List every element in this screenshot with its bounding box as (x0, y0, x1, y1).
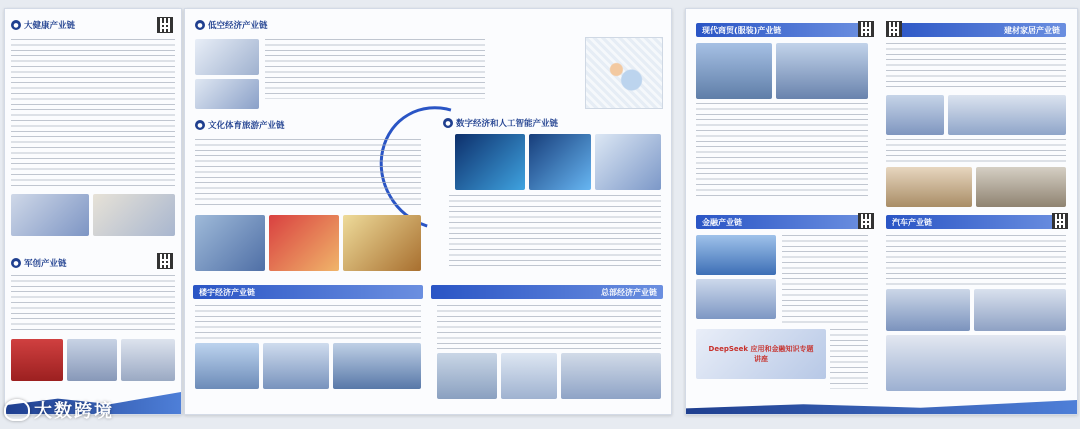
photo-hq-2 (501, 353, 557, 399)
photo-commerce-2 (776, 43, 868, 99)
bullet-icon: ● (443, 118, 453, 128)
photo-building-1 (195, 343, 259, 389)
photo-culture-1 (195, 215, 265, 271)
banner-text: DeepSeek 应用和金融知识专题讲座 (708, 345, 814, 363)
photo-auto-1 (886, 289, 970, 331)
section-title-auto: 汽车产业链 (886, 215, 1066, 229)
section-text-finance (782, 235, 868, 325)
photo-ai-2 (529, 134, 591, 190)
bullet-icon: ● (195, 120, 205, 130)
photo-ai-1 (455, 134, 525, 190)
photo-culture-3 (343, 215, 421, 271)
banner-deepseek (696, 329, 826, 379)
bullet-icon: ● (195, 20, 205, 30)
qr-code (157, 253, 173, 269)
section-title-finance: 金融产业链 (696, 215, 868, 229)
qr-code (1052, 213, 1068, 229)
footer-wave (686, 400, 1077, 414)
bullet-icon: ● (11, 20, 21, 30)
section-text-commerce (696, 103, 868, 199)
photo-home-1 (886, 95, 944, 135)
section-text-military (11, 275, 175, 333)
qr-code (858, 213, 874, 229)
logo-icon (4, 399, 30, 421)
section-text-health (11, 39, 175, 189)
section-text-home-2 (886, 139, 1066, 163)
bullet-icon: ● (11, 258, 21, 268)
section-title-commerce: 现代商贸(服装)产业链 (696, 23, 866, 37)
section-title-hq: 总部经济产业链 (431, 285, 663, 299)
photo-drone (195, 39, 259, 75)
panel-2 (184, 8, 672, 415)
watermark: 大数跨境 (4, 397, 114, 423)
section-text-finance-2 (830, 329, 868, 389)
photo-finance-1 (696, 235, 776, 275)
photo-home-4 (976, 167, 1066, 207)
section-title-digital: ● 数字经济和人工智能产业链 (443, 117, 558, 129)
photo-ai-3 (595, 134, 661, 190)
photo-finance-2 (696, 279, 776, 319)
section-text-auto (886, 235, 1066, 285)
section-title-home: 建材家居产业链 (886, 23, 1066, 37)
section-text-digital (449, 195, 661, 269)
photo-military-3 (121, 339, 175, 381)
section-text-low-altitude (265, 39, 485, 99)
section-text-home (886, 43, 1066, 91)
photo-military-1 (11, 339, 63, 381)
photo-hq-3 (561, 353, 661, 399)
photo-health-2 (93, 194, 175, 236)
section-text-culture (195, 139, 421, 209)
section-title-health: ● 大健康产业链 (11, 19, 75, 31)
photo-home-3 (886, 167, 972, 207)
map-image (585, 37, 663, 109)
qr-code (157, 17, 173, 33)
photo-health-1 (11, 194, 89, 236)
qr-code (858, 21, 874, 37)
photo-military-2 (67, 339, 117, 381)
photo-auto-2 (974, 289, 1066, 331)
photo-culture-2 (269, 215, 339, 271)
section-title-culture: ● 文化体育旅游产业链 (195, 119, 285, 131)
section-title-building: 楼宇经济产业链 (193, 285, 423, 299)
photo-building-3 (333, 343, 421, 389)
photo-auto-3 (886, 335, 1066, 391)
panel-1 (4, 8, 182, 415)
photo-commerce-1 (696, 43, 772, 99)
panel-3 (685, 8, 1078, 415)
photo-aircraft (195, 79, 259, 109)
photo-hq-1 (437, 353, 497, 399)
photo-building-2 (263, 343, 329, 389)
section-title-military: ● 军创产业链 (11, 257, 67, 269)
section-title-low-altitude: ● 低空经济产业链 (195, 19, 268, 31)
section-text-hq (437, 305, 661, 349)
qr-code (886, 21, 902, 37)
section-text-building (195, 305, 421, 339)
photo-home-2 (948, 95, 1066, 135)
